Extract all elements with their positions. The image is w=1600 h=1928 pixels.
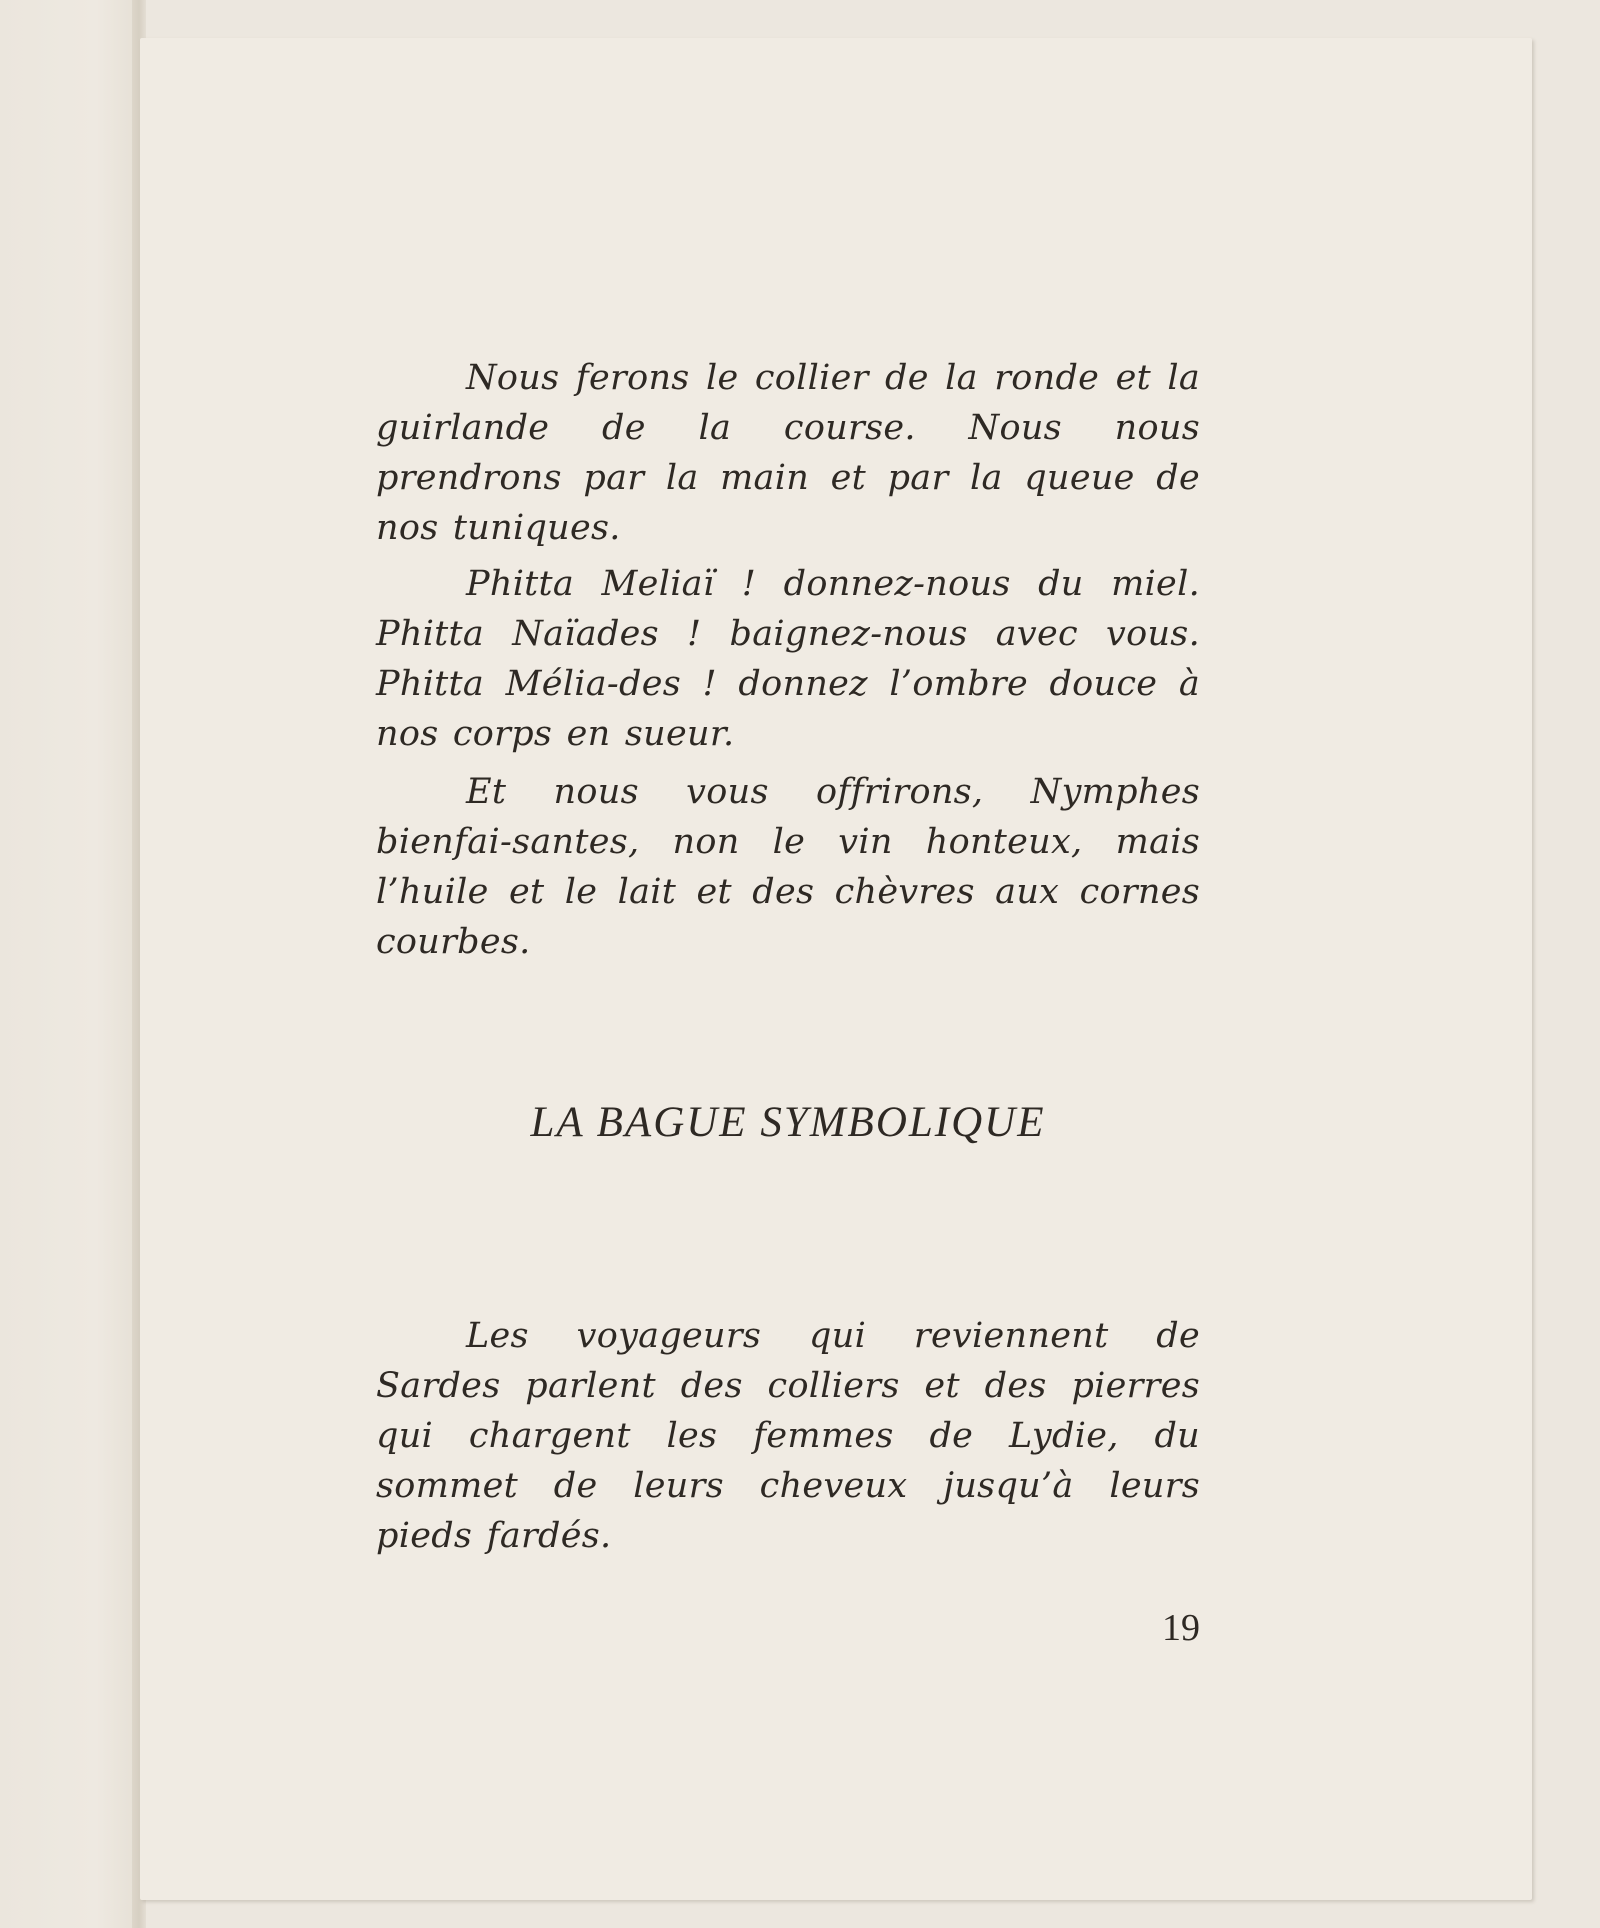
paragraph-2: Phitta Meliaï ! donnez-nous du miel. Phitta Naïades ! baignez-nous avec vous. Phitta Mélia-des ! donnez l’ombre douce à nos corps en sueur. [376, 564, 1200, 754]
paragraph-3: Et nous vous offrirons, Nymphes bienfai-santes, non le vin honteux, mais l’huile et le lait et des chèvres aux cornes courbes. [376, 772, 1200, 962]
section-paragraph: Les voyageurs qui reviennent de Sardes parlent des colliers et des pierres qui chargent les femmes de Lydie, du sommet de leurs cheveux jusqu’à leurs pieds fardés. [376, 1316, 1200, 1556]
right-page [140, 38, 1532, 1900]
left-page-edge [0, 0, 138, 1928]
paragraph-1: Nous ferons le collier de la ronde et la guirlande de la course. Nous nous prendrons par la main et par la queue de nos tuniques. [376, 358, 1200, 548]
page-number: 19 [1162, 1607, 1200, 1649]
section-title: LA BAGUE SYMBOLIQUE [530, 1099, 1046, 1146]
